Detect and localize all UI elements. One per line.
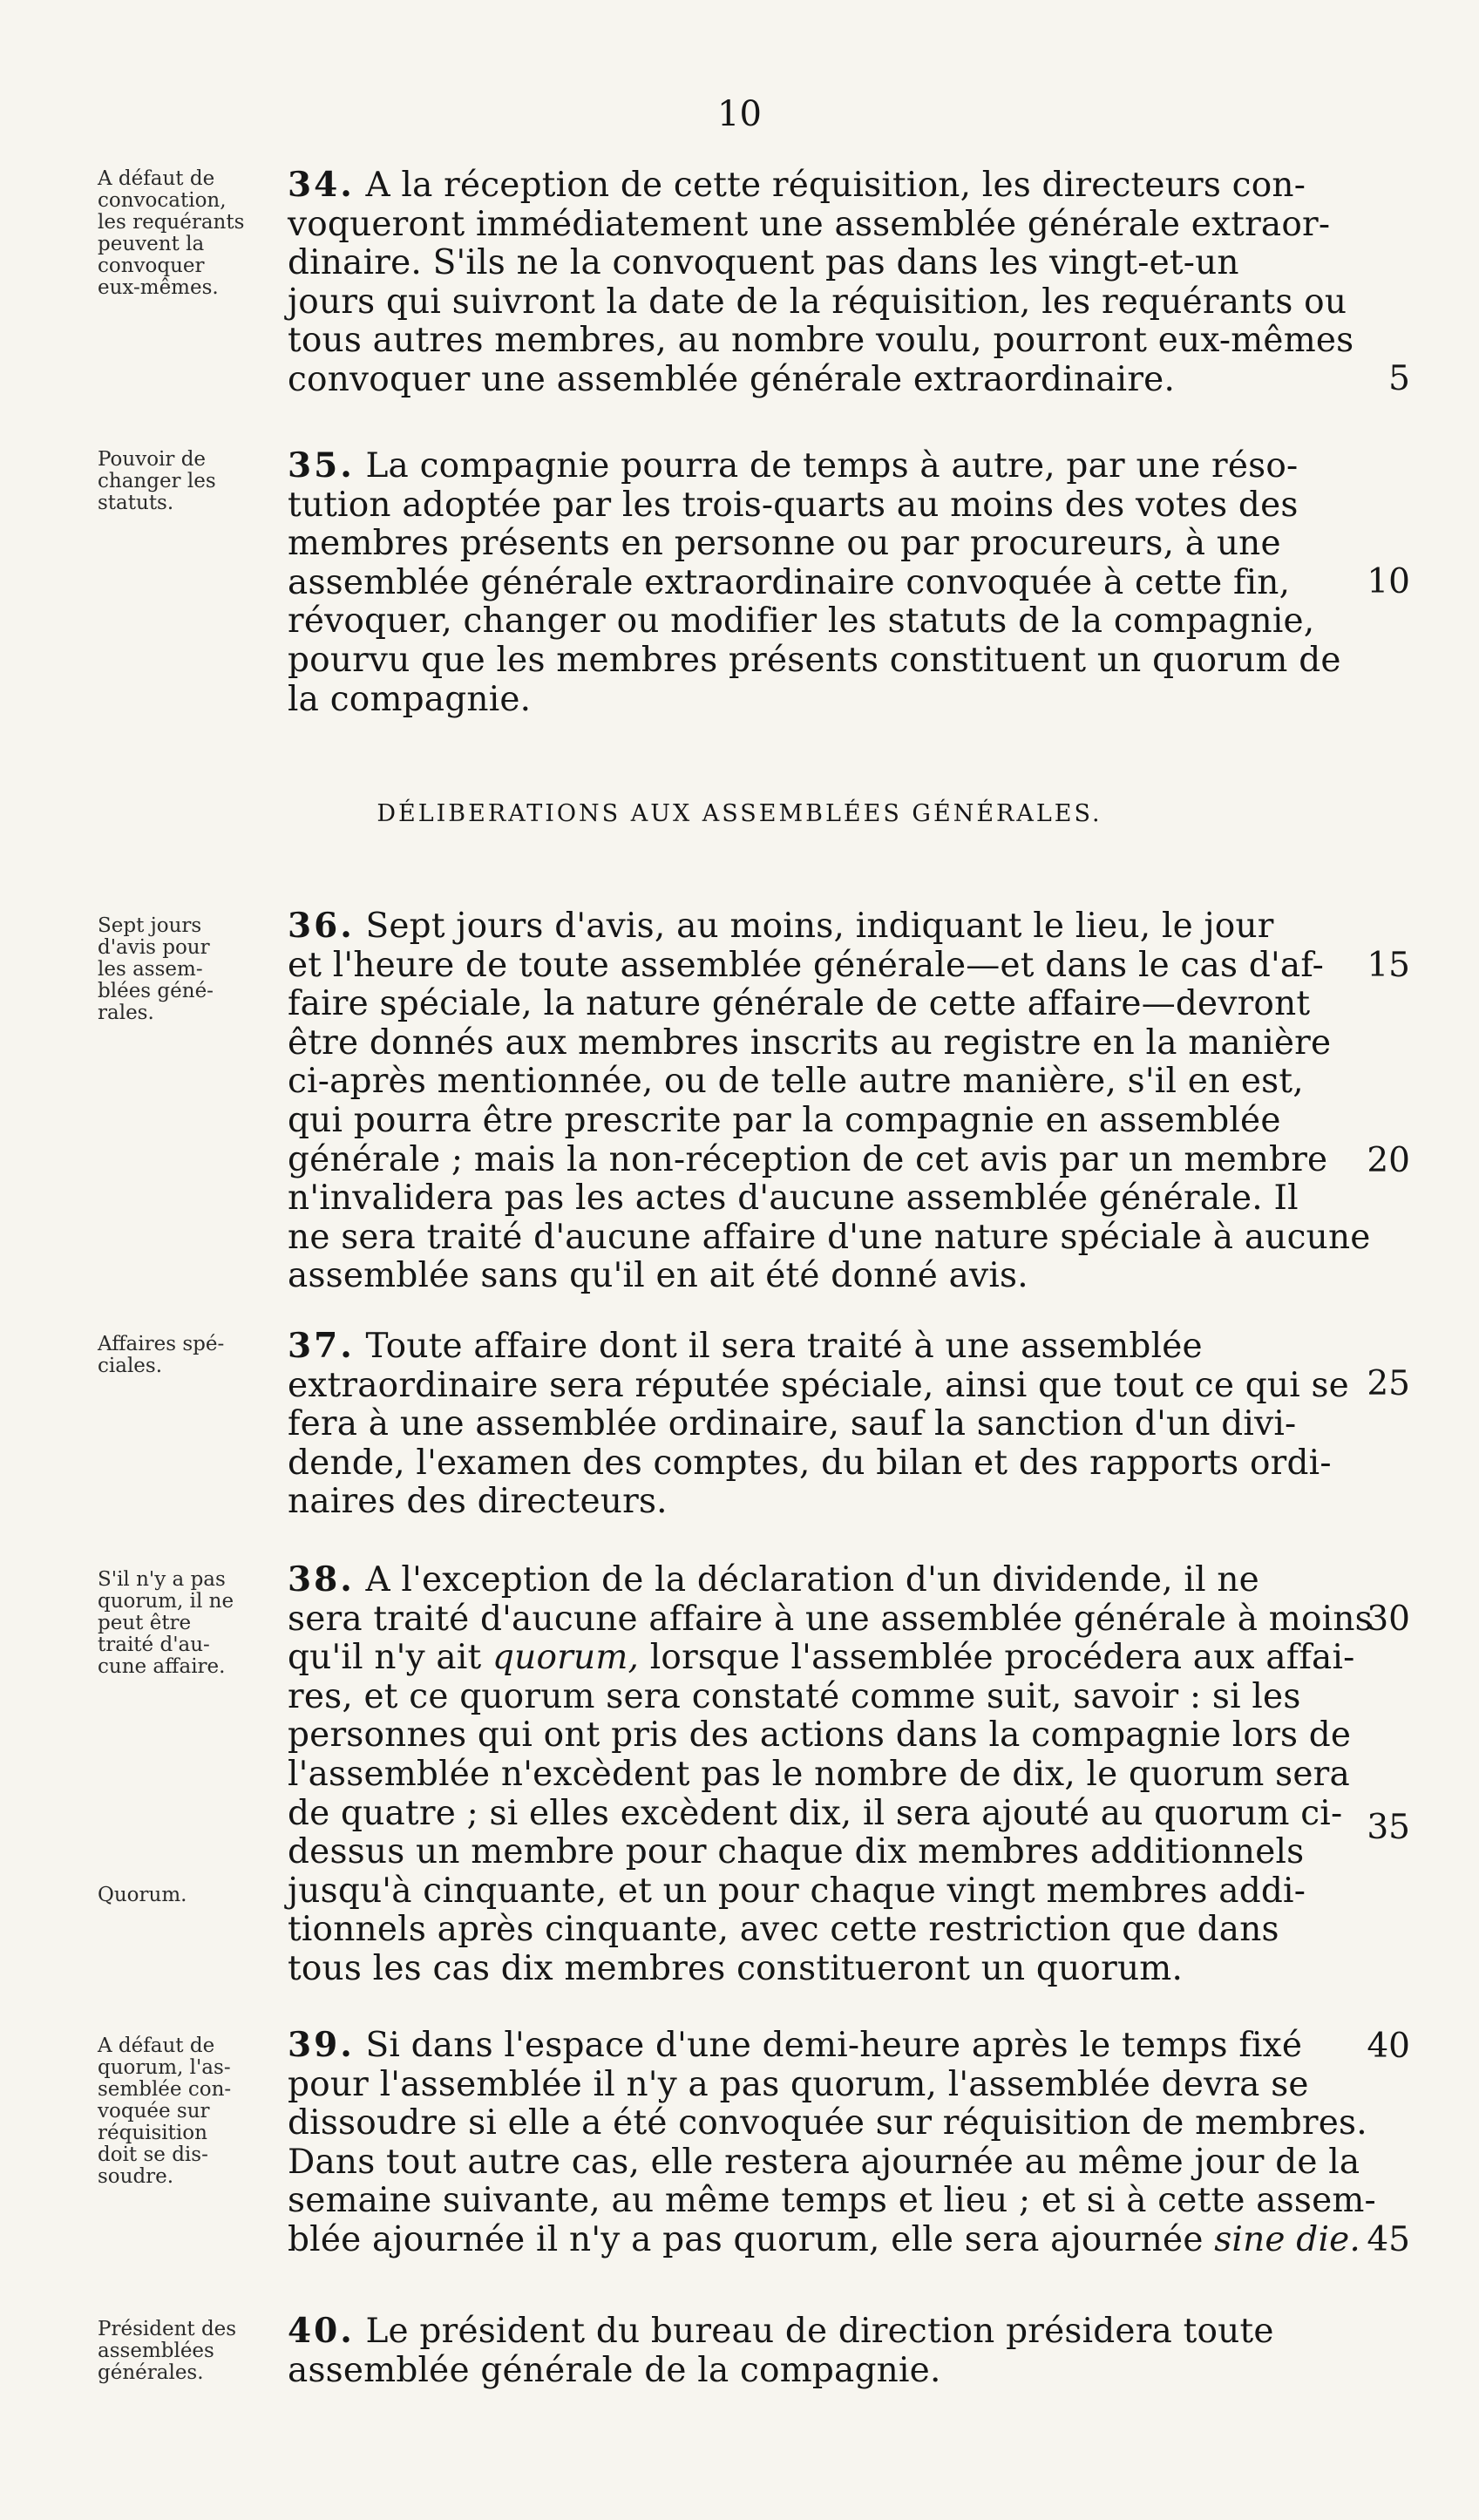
article-text-cont: lorsque l'assemblée procédera aux affai- res, et ce quorum sera constaté comme suit, savoir : si les personnes qui ont pris des actions dans la compagnie lors de l'assemblée n'excèdent pas le nombre de dix, le quorum sera de quatre ; si elles excèdent dix, il sera ajouté au quorum ci- dessus un membre pour chaque dix membres additionnels jusqu'à cinquante, et un pour chaque vingt membres addi- tionnels après cinquante, avec cette restriction que dans tous les cas dix membres constitueront un quorum. [288, 1638, 1355, 1988]
article-35 [288, 446, 1377, 719]
line-number: 30 [1367, 1600, 1410, 1639]
line-number: 40 [1367, 2027, 1410, 2066]
article-number: 36. [288, 906, 355, 946]
article-italic: sine die. [1214, 2219, 1361, 2259]
margin-note-40: Président des assemblées générales. [98, 2318, 237, 2384]
line-number: 5 [1388, 359, 1410, 398]
article-italic: quorum, [492, 1638, 640, 1678]
article-text: Si dans l'espace d'une demi-heure après le temps fixé pour l'assemblée il n'y a pas quorum, l'assemblée devra se dissoudre si elle a été convoquée sur réquisition de membres. Dans tout autre cas, elle restera ajournée au même jour de la semaine suivante, au même temps et lieu ; et si à cette assem- blée ajournée il n'y a pas quorum, elle sera ajournée [288, 2026, 1376, 2259]
line-number: 45 [1367, 2220, 1410, 2259]
article-text: A l'exception de la déclaration d'un dividende, il ne sera traité d'aucune affaire à une assemblée générale à moins qu'il n'y ait [288, 1560, 1373, 1678]
line-number: 10 [1367, 562, 1410, 601]
margin-note-34: A défaut de convocation, les requérants peuvent la convoquer eux-mêmes. [98, 167, 245, 299]
margin-note-39: A défaut de quorum, l'as- semblée con- voquée sur réquisition doit se dis- soudre. [98, 2034, 232, 2188]
article-36 [288, 907, 1377, 1296]
article-number: 38. [288, 1559, 355, 1600]
article-text: Sept jours d'avis, au moins, indiquant le lieu, le jour et l'heure de toute assemblée générale—et dans le cas d'af- faire spéciale, la nature générale de cette affaire—devront être donnés aux membres inscrits au registre en la manière ci-après mentionnée, ou de telle autre manière, s'il en est, qui pourra être prescrite par la compagnie en assemblée générale ; mais la non-réception de cet avis par un membre n'invalidera pas les actes d'aucune assemblée générale. Il ne sera traité d'aucune affaire d'une nature spéciale à aucune assemblée sans qu'il en ait été donné avis. [288, 907, 1371, 1296]
article-39 [288, 2026, 1377, 2260]
article-40 [288, 2312, 1377, 2390]
line-number: 15 [1367, 946, 1410, 985]
article-34 [288, 166, 1377, 400]
page-number: 10 [717, 94, 762, 134]
article-text: A la réception de cette réquisition, les directeurs con- voqueront immédiatement une assemblée générale extraor- dinaire. S'ils ne la convoquent pas dans les vingt-et-un jours qui suivront la date de la réquisition, les requérants ou tous autres membres, au nombre voulu, pourront eux-mêmes convoquer une assemblée générale extraordinaire. [288, 166, 1354, 399]
article-number: 39. [288, 2025, 355, 2065]
article-number: 40. [288, 2311, 355, 2351]
margin-note-36: Sept jours d'avis pour les assem- blées géné- rales. [98, 914, 214, 1024]
section-heading: DÉLIBERATIONS AUX ASSEMBLÉES GÉNÉRALES. [377, 800, 1102, 827]
line-number: 25 [1367, 1364, 1410, 1403]
article-37 [288, 1327, 1377, 1522]
margin-note-35: Pouvoir de changer les statuts. [98, 448, 216, 514]
article-number: 34. [288, 165, 355, 205]
article-number: 35. [288, 445, 355, 486]
article-text: Toute affaire dont il sera traité à une assemblée extraordinaire sera réputée spéciale, ainsi que tout ce qui se fera à une assemblée ordinaire, sauf la sanction d'un divi- dende, l'examen des comptes, du bilan et des rapports ordi- naires des directeurs. [288, 1327, 1349, 1522]
margin-note-quorum: Quorum. [98, 1884, 187, 1906]
article-text: Le président du bureau de direction présidera toute assemblée générale de la compagnie. [288, 2312, 1274, 2390]
line-number: 20 [1367, 1141, 1410, 1180]
article-38 [288, 1560, 1377, 1989]
article-number: 37. [288, 1326, 355, 1366]
line-numbers [1358, 0, 1410, 2520]
margin-note-38: S'il n'y a pas quorum, il ne peut être traité d'au- cune affaire. [98, 1568, 234, 1678]
margin-note-37: Affaires spé- ciales. [98, 1333, 225, 1377]
line-number: 35 [1367, 1808, 1410, 1847]
article-text: La compagnie pourra de temps à autre, par une réso- tution adoptée par les trois-quarts au moins des votes des membres présents en personne ou par procureurs, à une assemblée générale extraordinaire convoquée à cette fin, révoquer, changer ou modifier les statuts de la compagnie, pourvu que les membres présents constituent un quorum de la compagnie. [288, 446, 1341, 719]
